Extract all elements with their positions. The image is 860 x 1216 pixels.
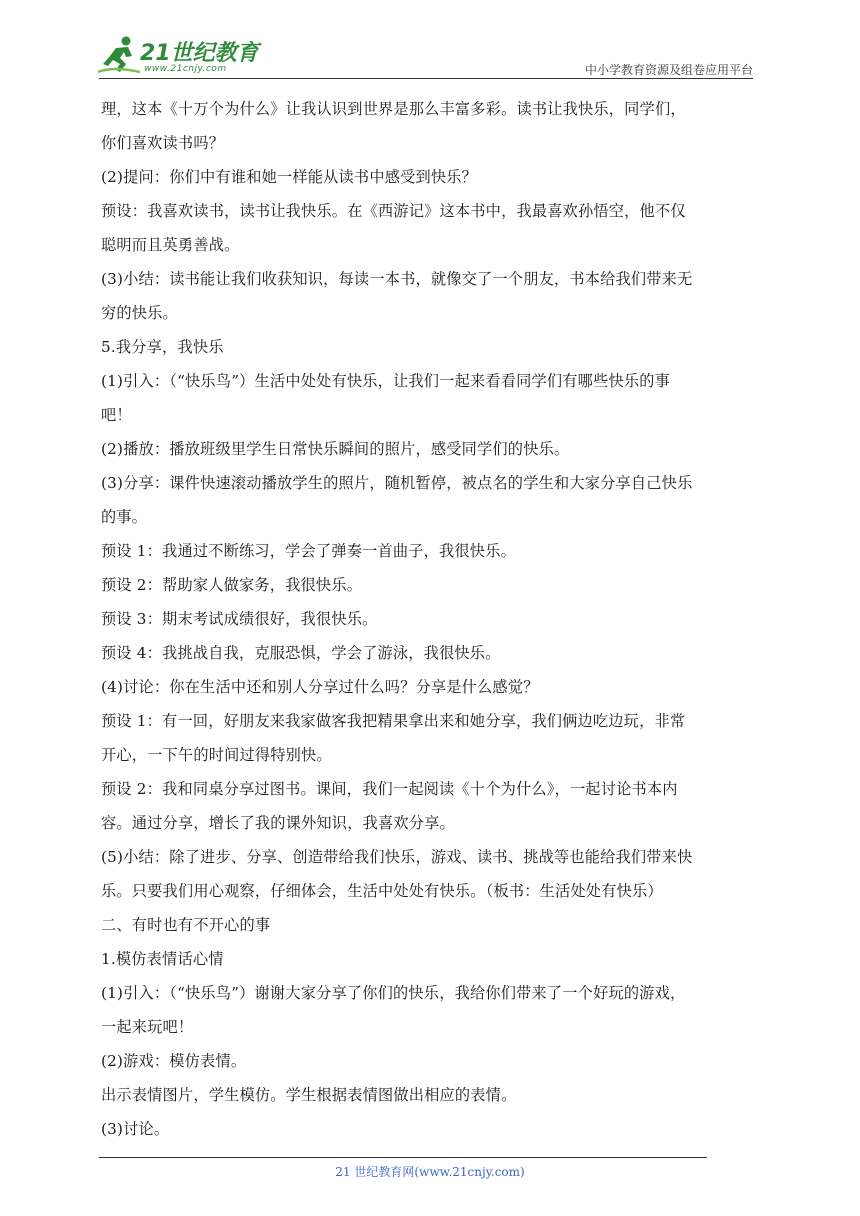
logo-url: www.21cnjy.com — [144, 64, 227, 74]
body-line: (4)讨论：你在生活中还和别人分享过什么吗？分享是什么感觉？ — [101, 678, 539, 696]
page-header — [0, 0, 860, 82]
body-line: (3)小结：读书能让我们收获知识，每读一本书，就像交了一个朋友，书本给我们带来无 — [101, 270, 693, 288]
body-line: (3)讨论。 — [101, 1120, 170, 1138]
body-line: 预设 1：我通过不断练习，学会了弹奏一首曲子，我很快乐。 — [101, 542, 516, 560]
body-line: 你们喜欢读书吗？ — [101, 134, 225, 152]
document-body — [101, 92, 773, 1146]
footer-divider — [99, 1157, 707, 1158]
body-line: 出示表情图片，学生模仿。学生根据表情图做出相应的表情。 — [101, 1086, 517, 1104]
body-line: 预设 2：帮助家人做家务，我很快乐。 — [101, 576, 363, 594]
body-line: 预设 2：我和同桌分享过图书。课间，我们一起阅读《十个为什么》，一起讨论书本内 — [101, 780, 678, 798]
section-heading: 5.我分享，我快乐 — [101, 338, 224, 356]
body-line: (2)播放：播放班级里学生日常快乐瞬间的照片，感受同学们的快乐。 — [101, 440, 570, 458]
footer-link[interactable]: 21 世纪教育网(www.21cnjy.com) — [335, 1165, 525, 1179]
body-line: 开心，一下午的时间过得特别快。 — [101, 746, 332, 764]
body-line: 乐。只要我们用心观察，仔细体会，生活中处处有快乐。（板书：生活处处有快乐） — [101, 882, 663, 900]
body-line: (5)小结：除了进步、分享、创造带给我们快乐，游戏、读书、挑战等也能给我们带来快 — [101, 848, 693, 866]
body-line: 预设 1：有一回，好朋友来我家做客我把精果拿出来和她分享，我们俩边吃边玩，非常 — [101, 712, 686, 730]
header-platform-title: 中小学教育资源及组卷应用平台 — [584, 63, 753, 77]
body-line: 理，这本《十万个为什么》让我认识到世界是那么丰富多彩。读书让我快乐，同学们， — [101, 100, 686, 118]
body-line: (2)游戏：模仿表情。 — [101, 1052, 247, 1070]
body-line: (1)引入：（“快乐鸟”）谢谢大家分享了你们的快乐，我给你们带来了一个好玩的游戏， — [101, 984, 686, 1002]
body-line: 聪明而且英勇善战。 — [101, 236, 240, 254]
runner-logo-icon — [96, 34, 142, 78]
logo-text: 21世纪教育 — [140, 41, 259, 66]
section-heading: 1.模仿表情话心情 — [101, 950, 224, 968]
logo — [96, 34, 266, 78]
body-line: 穷的快乐。 — [101, 304, 178, 322]
section-heading: 二、有时也有不开心的事 — [101, 916, 271, 934]
body-line: 的事。 — [101, 508, 148, 526]
body-line: 一起来玩吧！ — [101, 1018, 194, 1036]
body-line: (2)提问：你们中有谁和她一样能从读书中感受到快乐？ — [101, 168, 478, 186]
body-line: 吧！ — [101, 406, 132, 424]
body-line: 容。通过分享，增长了我的课外知识，我喜欢分享。 — [101, 814, 455, 832]
body-line: (3)分享：课件快速滚动播放学生的照片，随机暂停，被点名的学生和大家分享自己快乐 — [101, 474, 693, 492]
body-line: 预设：我喜欢读书，读书让我快乐。在《西游记》这本书中，我最喜欢孙悟空，他不仅 — [101, 202, 686, 220]
body-line: 预设 3：期末考试成绩很好，我很快乐。 — [101, 610, 378, 628]
header-divider — [99, 78, 753, 79]
body-line: (1)引入：（“快乐鸟”）生活中处处有快乐，让我们一起来看看同学们有哪些快乐的事 — [101, 372, 671, 390]
body-line: 预设 4：我挑战自我，克服恐惧，学会了游泳，我很快乐。 — [101, 644, 501, 662]
